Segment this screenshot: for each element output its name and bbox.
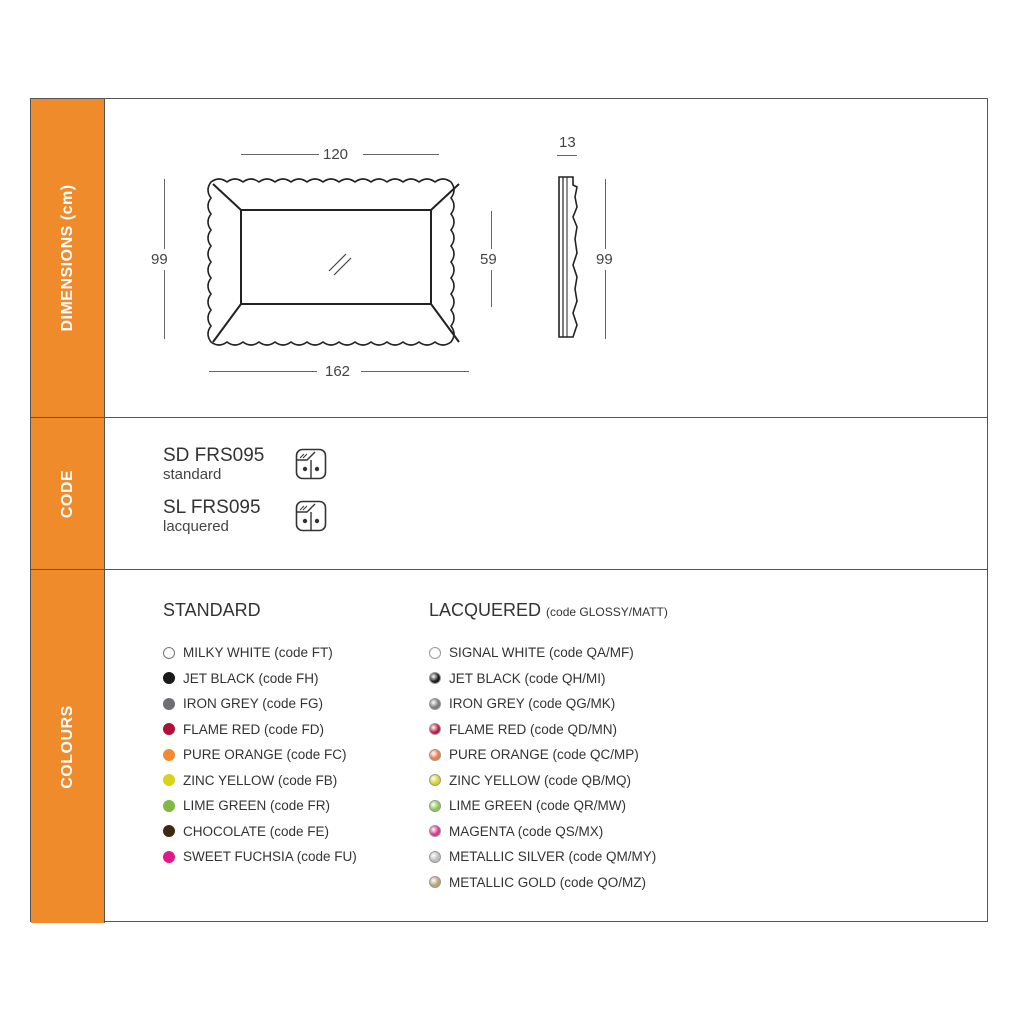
lacquered-heading-note: (code GLOSSY/MATT)	[546, 605, 668, 619]
colour-swatch-item	[429, 742, 656, 768]
colour-swatch-item	[163, 819, 357, 845]
colour-label: JET BLACK (code QH/MI)	[449, 670, 606, 686]
colour-label: JET BLACK (code FH)	[183, 670, 319, 686]
colour-swatch-item	[429, 793, 656, 819]
colour-dot-icon	[163, 723, 175, 735]
colour-dot-icon	[429, 876, 441, 888]
colour-dot-icon	[163, 774, 175, 786]
dim-line-depth	[557, 155, 577, 156]
dim-line-bottom-left	[209, 371, 317, 372]
mirror-glass	[241, 210, 431, 304]
colour-label: CHOCOLATE (code FE)	[183, 823, 330, 839]
colour-swatch-item	[429, 870, 656, 896]
colour-label: PURE ORANGE (code FC)	[183, 747, 347, 763]
colour-dot-icon	[429, 825, 441, 837]
colour-swatch-item	[163, 844, 357, 870]
colour-swatch-item	[163, 691, 357, 717]
colour-dot-icon	[163, 698, 175, 710]
colour-dot-icon	[429, 851, 441, 863]
colour-swatch-item	[163, 717, 357, 743]
colour-dot-icon	[429, 800, 441, 812]
dim-top-width: 120	[323, 146, 349, 163]
colour-label: LIME GREEN (code FR)	[183, 798, 331, 814]
colour-dot-icon	[429, 723, 441, 735]
colour-label: METALLIC SILVER (code QM/MY)	[449, 849, 657, 865]
colour-dot-icon	[163, 647, 175, 659]
code-side-tab	[31, 418, 105, 569]
dim-depth: 13	[559, 134, 576, 151]
colour-swatch-item	[163, 666, 357, 692]
colour-swatch-item	[429, 666, 656, 692]
dim-side-height: 99	[596, 251, 613, 268]
lacquered-heading-label: LACQUERED	[429, 600, 542, 620]
colour-label: SIGNAL WHITE (code QA/MF)	[449, 645, 634, 661]
dim-inner-height: 59	[480, 251, 497, 268]
spec-sheet	[30, 98, 988, 922]
lacquered-colour-list	[429, 640, 656, 895]
colour-dot-icon	[163, 851, 175, 863]
colour-dot-icon	[163, 825, 175, 837]
code-item-standard	[163, 446, 264, 483]
code-name: SL FRS095	[163, 497, 261, 518]
colour-swatch-item	[429, 717, 656, 743]
dim-bottom-width: 162	[325, 363, 351, 380]
colours-row	[31, 569, 987, 923]
colour-label: IRON GREY (code QG/MK)	[449, 696, 616, 712]
lacquered-heading	[429, 600, 668, 621]
colour-label: ZINC YELLOW (code QB/MQ)	[449, 772, 632, 788]
colour-swatch-item	[429, 640, 656, 666]
colour-label: ZINC YELLOW (code FB)	[183, 772, 338, 788]
colours-heading: COLOURS	[58, 704, 76, 789]
code-row	[31, 417, 987, 569]
colour-swatch-item	[429, 691, 656, 717]
colour-dot-icon	[429, 672, 441, 684]
indoor-outdoor-icon	[295, 500, 327, 532]
colour-label: FLAME RED (code QD/MN)	[449, 721, 618, 737]
colour-dot-icon	[163, 800, 175, 812]
code-heading: CODE	[58, 469, 76, 518]
colour-label: SWEET FUCHSIA (code FU)	[183, 849, 357, 865]
dim-line-top-right	[363, 154, 439, 155]
colour-label: LIME GREEN (code QR/MW)	[449, 798, 627, 814]
code-variant: lacquered	[163, 518, 229, 535]
code-item-lacquered	[163, 498, 261, 535]
colour-dot-icon	[163, 672, 175, 684]
colour-dot-icon	[429, 698, 441, 710]
standard-heading: STANDARD	[163, 600, 261, 620]
dimensions-side-tab	[31, 99, 105, 417]
mirror-front-drawing	[201, 174, 471, 349]
dim-line-bottom-right	[361, 371, 469, 372]
indoor-outdoor-icon	[295, 448, 327, 480]
colour-label: MILKY WHITE (code FT)	[183, 645, 333, 661]
colour-dot-icon	[429, 647, 441, 659]
colour-swatch-item	[163, 640, 357, 666]
colour-dot-icon	[429, 749, 441, 761]
colour-label: PURE ORANGE (code QC/MP)	[449, 747, 639, 763]
dim-line-top-left	[241, 154, 319, 155]
colour-dot-icon	[163, 749, 175, 761]
colour-swatch-item	[429, 819, 656, 845]
dimensions-heading: DIMENSIONS (cm)	[58, 184, 76, 332]
standard-colour-list	[163, 640, 357, 870]
code-variant: standard	[163, 466, 222, 483]
colour-dot-icon	[429, 774, 441, 786]
colour-label: MAGENTA (code QS/MX)	[449, 823, 604, 839]
colour-swatch-item	[163, 768, 357, 794]
mirror-outer-frame	[208, 179, 454, 345]
colour-label: IRON GREY (code FG)	[183, 696, 324, 712]
colour-label: METALLIC GOLD (code QO/MZ)	[449, 874, 647, 890]
colours-side-tab	[31, 570, 105, 923]
colour-swatch-item	[163, 793, 357, 819]
colour-swatch-item	[429, 844, 656, 870]
code-name: SD FRS095	[163, 445, 265, 466]
colour-label: FLAME RED (code FD)	[183, 721, 325, 737]
colour-swatch-item	[163, 742, 357, 768]
dimensions-row	[31, 99, 987, 417]
colour-swatch-item	[429, 768, 656, 794]
mirror-side-drawing	[555, 173, 581, 341]
dim-left-height: 99	[151, 251, 168, 268]
